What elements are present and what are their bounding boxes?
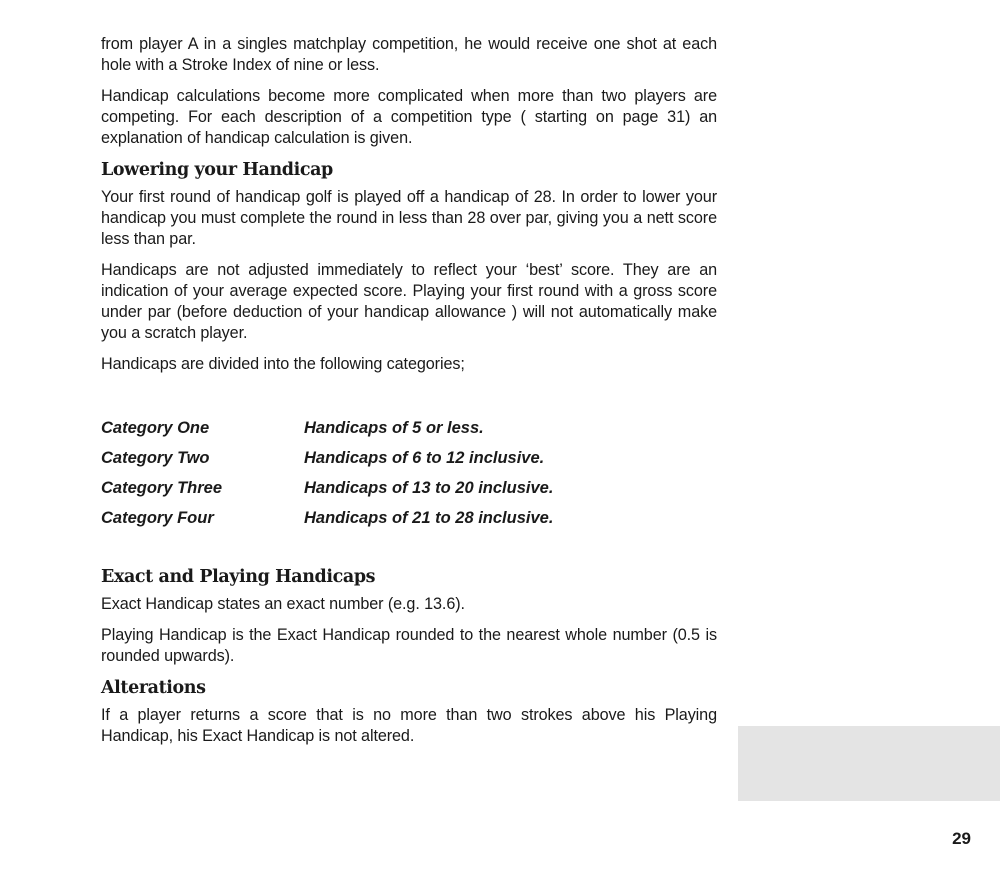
category-table [101, 413, 553, 533]
category-range: Handicaps of 6 to 12 inclusive. [304, 449, 545, 467]
margin-shading [738, 726, 1000, 801]
page-body [101, 34, 717, 757]
paragraph: Handicaps are not adjusted immediately to reflect your ‘best’ score. They are an indication of your average expected score. Playing your first round with a gross score under par (before deduction of your handicap allowance ) will not automatically make you a scratch player. [101, 261, 717, 342]
section-heading-lowering: Lowering your Handicap [101, 160, 333, 180]
paragraph: Handicaps are divided into the following categories; [101, 355, 465, 373]
section-heading-exact: Exact and Playing Handicaps [101, 567, 376, 587]
category-name: Category Four [101, 509, 214, 527]
paragraph: Handicap calculations become more complicated when more than two players are competing. For each description of a competition type ( starting on page 31) an explanation of handicap calculation is given. [101, 87, 717, 147]
paragraph: If a player returns a score that is no more than two strokes above his Playing Handicap, his Exact Handicap is not altered. [101, 706, 717, 745]
spacer [101, 533, 717, 566]
paragraph: Your first round of handicap golf is played off a handicap of 28. In order to lower your handicap you must complete the round in less than 28 over par, giving you a nett score less than par. [101, 188, 717, 248]
category-name: Category Three [101, 479, 223, 497]
paragraph: Exact Handicap states an exact number (e.g. 13.6). [101, 595, 465, 613]
table-row [101, 413, 553, 443]
section-heading-alterations: Alterations [101, 678, 206, 698]
table-row [101, 473, 553, 503]
page-number: 29 [952, 829, 971, 848]
category-name: Category One [101, 419, 210, 437]
paragraph: from player A in a singles matchplay competition, he would receive one shot at each hole with a Stroke Index of nine or less. [101, 35, 717, 74]
table-row [101, 503, 553, 533]
category-range: Handicaps of 5 or less. [304, 419, 484, 437]
category-range: Handicaps of 13 to 20 inclusive. [304, 479, 554, 497]
table-row [101, 443, 553, 473]
category-range: Handicaps of 21 to 28 inclusive. [304, 509, 554, 527]
paragraph: Playing Handicap is the Exact Handicap rounded to the nearest whole number (0.5 is rounded upwards). [101, 626, 717, 665]
category-name: Category Two [101, 449, 210, 467]
